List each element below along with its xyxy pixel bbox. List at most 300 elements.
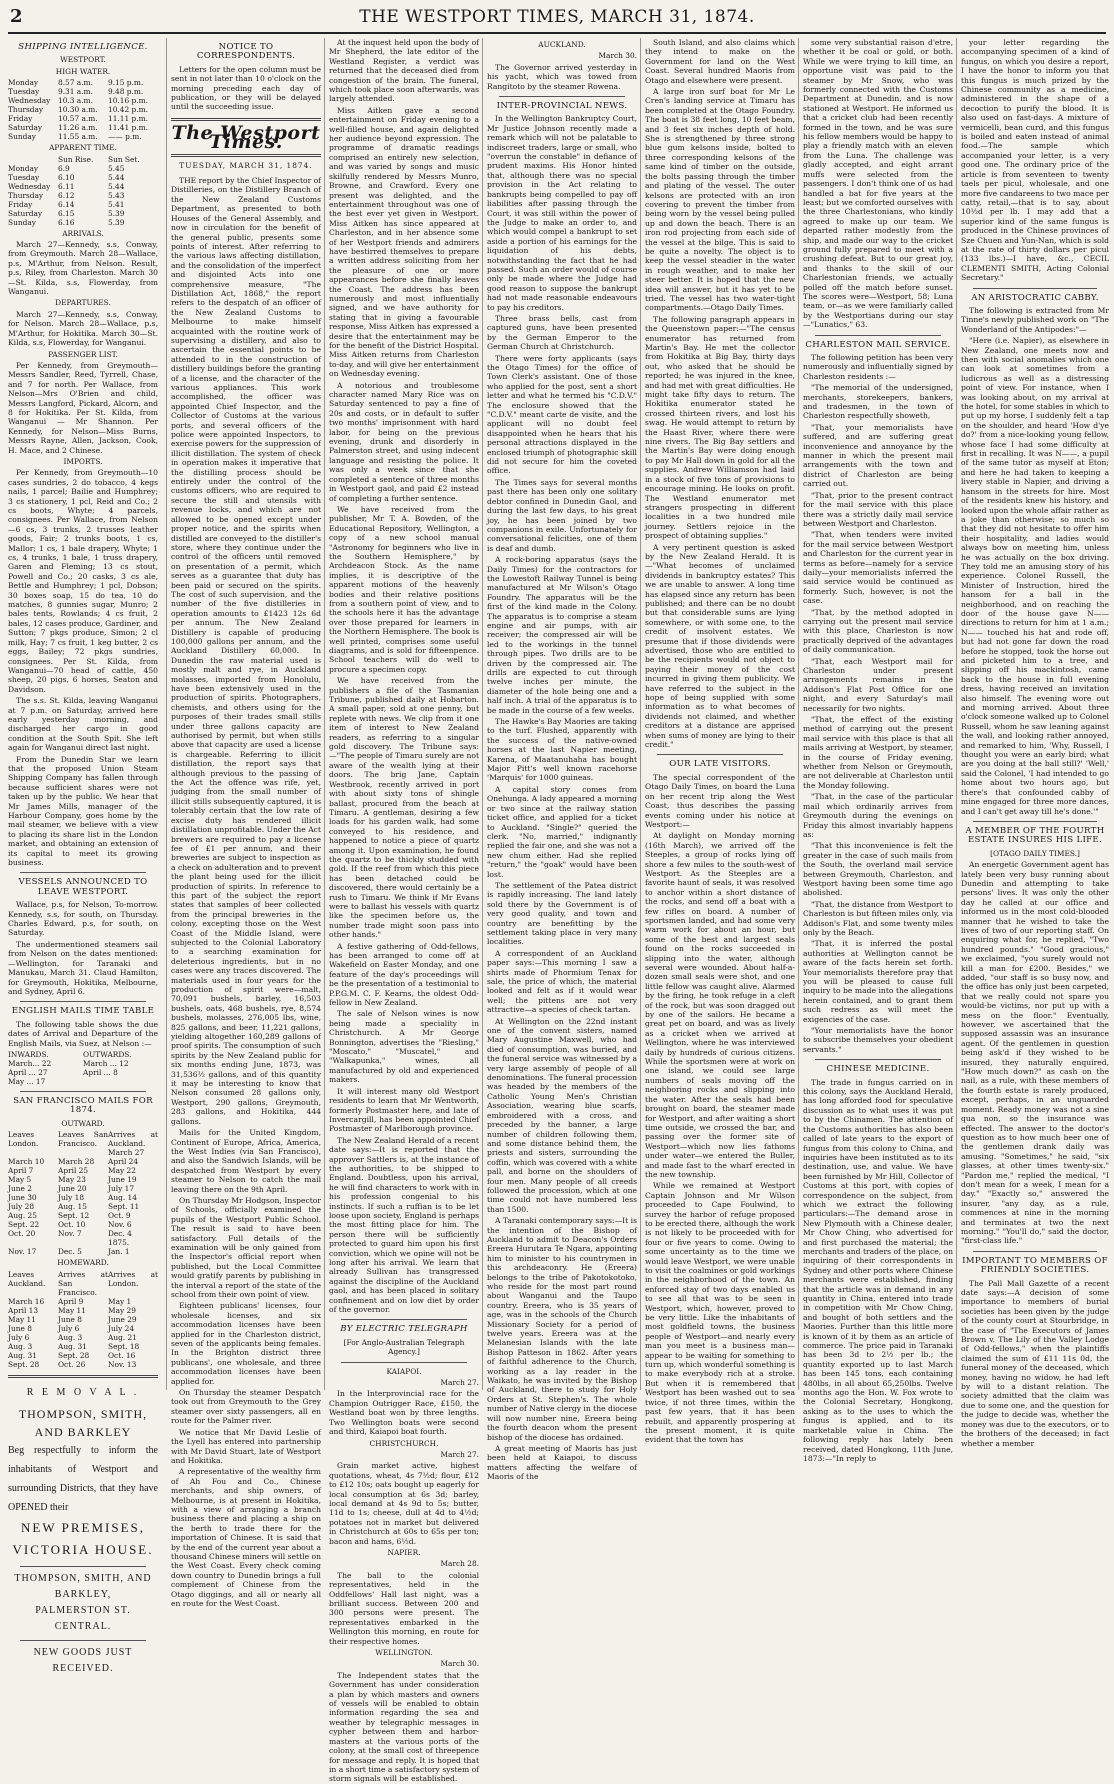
- divider: [8, 1375, 158, 1378]
- sf-outward-row: [8, 1238, 158, 1247]
- petition-paragraph: "That, each Westport mail for Charleston under present arrangements remains in the Addison's Flat Post Office for one night, and every Saturday's mail necessarily for two nights.: [803, 656, 953, 713]
- table-cell: June 19: [108, 1175, 137, 1185]
- table-cell: May 1: [108, 1296, 132, 1306]
- table-cell: Wednesday: [8, 96, 51, 106]
- table-cell: July 18: [58, 1193, 85, 1203]
- high-water-row: [8, 114, 158, 123]
- sf-outward-row: [8, 1229, 158, 1238]
- table-cell: July 17: [108, 1184, 135, 1194]
- table-cell: May 11: [58, 1305, 86, 1315]
- table-cell: 5.39: [108, 217, 125, 227]
- news-paragraph: A representative of the wealthy firm of Ah Fou and Co., Chinese merchants, and ship owners, of Melbourne, is at present in Hokitika, with a view of arranging a branch business there and placing a ship on the berth to trade there for the importation of Chinese. It is said that by the end of the current year about a thousand Chinese miners will settle on the West Coast. Every check coming down country to Dunedin brings a full complement of Chinese from the Otago diggings, and all or nearly all en route for the West Coast.: [171, 1467, 321, 1608]
- high-water-table: [8, 78, 158, 141]
- mail-row: [8, 1077, 158, 1086]
- petition-paragraph: "That, in the case of the particular mail which ordinarily arrives from Greymouth during the evenings on Friday this almost invariably happens as:: [803, 792, 953, 839]
- table-cell: Friday: [8, 199, 33, 209]
- table-cell: 9.48 p.m.: [108, 87, 144, 97]
- kaiapoi-heading: KAIAPOI.: [386, 1366, 422, 1376]
- napier-text: The ball to the colonial representatives, held in the Oddfellows' Hall last night, was a brilliant success. Between 200 and 300 persons were present. The representatives embarked in the Wellington this morning, en route for their respective homes.: [329, 1570, 479, 1646]
- news-paragraph: A festive gathering of Odd-fellows, has been arranged to come off at Wakefield on Easter Monday, and one feature of the day's proceedings will be the presentation of a testimonial to P.P.G.M. C. F. Kearns, the oldest Odd-fellow in New Zealand.: [329, 941, 479, 1008]
- table-cell: Arrives at London.: [108, 1269, 158, 1288]
- table-cell: April ... 27: [8, 1067, 48, 1077]
- table-cell: May ... 17: [8, 1076, 46, 1086]
- petition-paragraph: "That, the effect of the existing method of carrying out the present mail service with this place is that all mails arriving at Westport, by steamer, in the course of Friday evening, whether from Nelson or Greymouth, are not deliverable at Charleston until the Monday following.: [803, 715, 953, 790]
- news-paragraph: A correspondent of an Auckland paper says:—This morning I saw a shirts made of Phormium Tenax for sale, the price of which, the material looked and felt as if it would wear well; the pittens are not very attractive—a species of check tartan.: [487, 948, 637, 1015]
- sf-homeward-row: [8, 1360, 158, 1369]
- sf-outward-table: [8, 1130, 158, 1256]
- news-paragraph: The following is extracted from Mr Tinne's newly published work on "The Wonderland of the Antipodes:"—: [961, 305, 1109, 334]
- table-cell: June 30: [8, 1193, 37, 1203]
- table-cell: April 24: [108, 1157, 139, 1167]
- table-cell: [58, 1238, 108, 1247]
- napier-heading: NAPIER.: [387, 1547, 421, 1557]
- interprovincial-heading: INTER-PROVINCIAL NEWS.: [496, 101, 628, 112]
- sf-homeward-label: HOMEWARD.: [57, 1258, 109, 1268]
- high-water-row: [8, 123, 158, 132]
- table-cell: March... 22: [8, 1058, 52, 1068]
- mails-table: [8, 1059, 158, 1086]
- table-cell: Monday: [8, 163, 39, 173]
- telegraph-agency: [For Anglo-Australian Telegraph Agency.]: [343, 1337, 465, 1357]
- wellington-text: The Independent states that the Government has under consideration a plan by which masters and owners of vessels will be enabled to obtain information regarding the sea and weather by telegraphic messages in cypher between them and harbor-masters at the various ports of the colony, at the small cost of threepence for message and reply. It is hoped that in a short time a satisfactory system of storm signals will be established.: [329, 1670, 479, 1784]
- table-cell: Sunday: [8, 217, 36, 227]
- table-cell: Aug. 14: [108, 1193, 137, 1203]
- table-cell: Leaves Auckland.: [8, 1269, 46, 1288]
- removal-body: Beg respectfully to inform the inhabitants of Westport and surrounding Districts, that they have OPENED their: [8, 1444, 158, 1513]
- sf-homeward-row: [8, 1306, 158, 1315]
- wellington-date: March 30.: [440, 1659, 479, 1669]
- table-cell: Sept. 11: [108, 1202, 140, 1212]
- news-paragraph: your letter regarding the accompanying specimen of a kind of fungus, on which you desire a report, I have the honor to inform you that this fungus is much prized by the Chinese community as a medicine, administered in the shape of a decoction to purify the blood. It is also used on fast-days. A mixture of vermicelli, bean curd, and this fungus is boiled and eaten instead of animal food.—The sample which accompanied your letter, is a very good one. The ordinary price of the article is from seventeen to twenty taels per picul, wholesale, and one more five candareens to two mace per catty, retail,—that is to say, about 10½d per lb. I may add that a superior kind of the same fungus is produced in the Chinese provinces of Sze Chuen and Yun-Nan, which is sold at the rate of thirty dollars per picul (133 lbs.)—I have, &c., CECIL CLEMENTI SMITH, Acting Colonial Secretary.": [961, 38, 1109, 283]
- news-paragraph: The sale of Nelson wines is now being made a speciality in Christchurch. A Mr George Bonnington, advertises the "Riesling," "Moscato," "Muscatel," and "Walkapunka," wines, all manufactured by old and experienced makers.: [329, 1009, 479, 1085]
- imports-text: Per Kennedy, from Greymouth—10 cases sundries, 2 do tobacco, 4 kegs nails, 1 parcel; Bailie and Humphrey; 3 cs stationery, 1 pcl, Reid and Co.; 2 cs boots, Whyte; 4 parcels, consignees. Per Wallace, from Nelson—6 cs, 3 trunks, 2 trusses leather goods, Fair; 2 trunks boots, 1 cs, Mallor; 1 cs, 1 bale drapery, Whyte; 1 cs, 4 trunks, 1 bale, 1 truss drapery, Garen and Fleming; 13 cs stout, Powell and Co.; 20 casks, 3 cs ale, Bettle and Humphrey; 1 pcl, Dobson; 30 boxes soap, 15 do tea, 10 do matches, 8 gunnies sugar, Munro; 2 bales tents, Rowlands; 4 cs fruit, 2 bales, 12 cases produce, Gardiner, and Sutton; 7 pkgs produce, Simon; 2 cl milk, Hay; 7 cs fruit, 1 keg butter, 2 cs eggs, Bailey; 72 pkgs sundries, consignees. Per St. Kilda, from Wanganui—70 head of cattle, 450 sheep, 20 pigs, 6 horses, Seaton and Davidson.: [8, 468, 158, 694]
- table-cell: April 9: [58, 1296, 84, 1306]
- high-water-heading: HIGH WATER.: [55, 66, 111, 76]
- table-cell: June 29: [108, 1314, 137, 1324]
- petition-paragraph: The following petition has been very numerously and influentially signed by Charleston residents :—: [803, 353, 953, 381]
- petition-paragraph: "The memorial of the undersigned, merchants, storekeepers, bankers, and tradesmen, in the town of Charleston respectfully showeth,: [803, 383, 953, 421]
- notice-heading: NOTICE TO CORRESPONDENTS.: [196, 42, 296, 62]
- table-cell: 9.15 p.m.: [108, 78, 144, 88]
- apparent-time-table: [8, 164, 158, 227]
- table-cell: Thursday: [8, 190, 44, 200]
- news-paragraph: Mails for the United Kingdom, Continent of Europe, Africa, America, the West Indies (via San Francisco), and also the Sandwich Islands, will be despatched from Westport by every steamer to Nelson to catch the mail leaving there on the 9th April.: [171, 1128, 321, 1194]
- table-cell: Oct. 10: [58, 1220, 86, 1230]
- petition-paragraph: "That, prior to the present contract for the mail service with this place there was a strictly daily mail service between Westport and Charleston.: [803, 490, 953, 528]
- table-cell: Sept. 18: [108, 1341, 140, 1351]
- kaiapoi-date: March 27.: [440, 1378, 479, 1388]
- sf-outward-row: [8, 1202, 158, 1211]
- divider: [341, 1362, 467, 1363]
- high-water-row: [8, 87, 158, 96]
- apparent-time-row: [8, 182, 158, 191]
- mails-text: The following table shows the due dates of Arrival and Departure of the English Mails, via Suez, at Nelson :—: [8, 1019, 158, 1048]
- vessels-heading: VESSELS ANNOUNCED TO LEAVE WESTPORT.: [18, 877, 148, 897]
- news-paragraph: Three brass bells, cast from captured guns, have been presented by the German Emperor to the German Church at Christchurch.: [487, 313, 637, 352]
- sf-homeward-row: [8, 1333, 158, 1342]
- divider: [171, 154, 321, 157]
- news-paragraph: THE report by the Chief Inspector of Distilleries, on the Distillery Branch of the New Zealand Customs Department, as presented to both Houses of the General Assembly, and now in circulation for the benefit of the general public, presents some points of interest. After referring to the various laws affecting distillation, and the consolidation of the imperfect and disjointed Acts into one comprehensive measure, "The Distillation Act, 1868," the report refers to the despatch of an officer of the New Zealand Customs to Melbourne to make himself acquainted with the routine work of supervising a distillery, and also to ascertain the essential points to be attended to in the construction of distillery buildings before the granting of a license, and the character of the various appliances. This work accomplished, the officer was appointed Chief Inspector, and the Collector of Customs at the various ports, and several officers of the police were appointed Inspectors, to exercise powers for the suppression of illicit distillation. The system of check in operation makes it imperative that the distilling process should be entirely under the control of the customs officers, who are required to secure the still and utensils with revenue locks, and which are not allowed to be opened except under proper notice, and the spirits when distilled are conveyed to the distiller's store, where they continue under the control of the officers until removed on presentation of a permit, which serves as a guarantee that duty has been paid or secured on the spirits. The cost of such supervision, and the number of the five distilleries in operation amounts to £1423 12s 6d per annum. The New Zealand Distillery is capable of producing 100,000 gallons per annum, and the Auckland Distillery 60,000. In Dunedin the raw material used is mostly malt and rye, in Auckland molasses, imported from Honolulu, have been extensively used in the production of spirits. Photographers, chemists, and others using for the purposes of their trades small stills under three gallons capacity are authorised by permit, but when stills above that capacity are used a license is chargeable. Referring to illicit distillation, the report says that although previous to the passing of the Act the offence was rife, yet, judging from the small number of illicit stills subsequently captured, it is tolerably certain that the low rate of excise duty has rendered illicit distillation unprofitable. Under the Act brewers are required to pay a license fee of £1 per annum, and their breweries are subject to inspection as a check on adulteration and to prevent the plant being used for the illicit production of spirits. In reference to this part of the subject the report states that samples of beer collected from the principal breweries in the colony, excepting those on the West Coast of the Middle Island, were subjected to the Colonial Laboratory to a searching examination for deleterious ingredients, but in no cases were any traces discovered. The materials used in four years for the production of spirit were—malt, 70,091 bushels, barley, 16,503 bushels, oats, 468 bushels, rye, 8,574 bushels, molasses, 276,005 lbs, wine, 825 gallons, and beer, 11,221 gallons, yielding altogether 160,289 gallons of proof spirits. The consumption of such spirits by the New Zealand public for six months ending June, 1873, was 31,536½ gallons, and of this quantity it may be interesting to know that Nelson consumed 28 gallons only, Westport, 290 gallons, Greymouth, 283 gallons, and Hokitika, 444 gallons.: [171, 176, 322, 1126]
- table-cell: 5.44: [108, 172, 125, 182]
- divider: [815, 1059, 941, 1060]
- table-cell: June 2: [8, 1184, 32, 1194]
- news-paragraph: At the inquest held upon the body of Mr Shepherd, the late editor of the Westland Register, a verdict was returned that the deceased died from congestion of the brain. The funeral, which took place soon afterwards, was largely attended.: [329, 38, 479, 104]
- high-water-row: [8, 105, 158, 114]
- divider: [20, 1091, 146, 1092]
- chinese-heading: CHINESE MEDICINE.: [826, 1064, 930, 1075]
- apparent-time-header: Sun Rise. Sun Set.: [58, 154, 140, 164]
- vessels-note: The undermentioned steamers sail from Nelson on the dates mentioned:—Wellington, for Taranaki and Manukau, March 31. Claud Hamilton, for Greymouth, Hokitika, Melbourne, and Sydney, April 6.: [8, 939, 158, 996]
- table-cell: May 5: [8, 1175, 32, 1185]
- news-paragraph: We have received from the publisher, Mr T. A. Bowden, of the Educational Repository, Wellington, a copy of a new school manual "Astronomy for beginners who live in the Southern Hemisphere," by Archdeacon Stock. As the name implies, it is descriptive of the apparent motions of the heavenly bodies and their relative positions from a southern point of view, and to the schools here it has the advantage over those prepared for learners in the Northern Hemisphere. The book is well printed, comprises some useful diagrams, and is sold for fifteenpence. School teachers will do well to procure a specimen copy.: [329, 504, 479, 674]
- table-cell: Aug. 21: [108, 1332, 137, 1342]
- divider: [973, 821, 1097, 822]
- auckland-date: March 30.: [598, 51, 637, 61]
- divider: [20, 872, 146, 873]
- petition-paragraph: "Your memorialists have the honor to subscribe themselves your obedient servants.": [803, 1026, 953, 1054]
- news-paragraph: Eighteen publicans' licenses, four wholesale licenses, and six accommodation licenses have been applied for in the Charleston district, seven of the applicants being females. In the Brighton district three publicans', one wholesale, and three accommodation licenses have been applied for.: [171, 1301, 321, 1386]
- table-cell: [83, 1077, 158, 1086]
- table-cell: Saturday: [8, 123, 43, 133]
- notice-text: Letters for the open column must be sent in not later than 10 o'clock on the morning preceding each day of publication, or they will be delayed until the succeeding issue.: [171, 64, 321, 112]
- vessels-text: Wallace, p.s, for Nelson, To-morrow. Kennedy, s.s, for south, on Thursday. Charles Edward, p.s, for south, on Saturday.: [8, 900, 158, 938]
- news-paragraph: A notorious and troublesome character named Mary Rice was on Saturday sentenced to pay a fine of 20s and costs, or in default to suffer two months' imprisonment with hard labor, for being on the previous evening, drunk and disorderly in Palmerston street, and using indecent language and resisting the police. It was only a week since that she completed a sentence of three months in Westport gaol, and paid £2 instead of completing a further sentence.: [329, 380, 479, 503]
- visitors-paragraphs: [645, 773, 795, 1445]
- table-cell: 10.30 a.m.: [58, 105, 98, 115]
- sf-homeward-header: [8, 1270, 158, 1297]
- table-cell: Nov. 17: [8, 1247, 37, 1257]
- departures-heading: DEPARTURES.: [55, 298, 111, 308]
- mail-row: [8, 1068, 158, 1077]
- table-cell: [8, 1148, 58, 1157]
- removal-title: R E M O V A L .: [26, 1386, 140, 1398]
- table-cell: Sept. 28: [8, 1359, 40, 1369]
- news-paragraph: some very substantial raison d'etre, whether it be coal or gold, or both. While we were trying to kill time, an opportune visit was paid to the steamer by Mr Snow, who was formerly connected with the Customs Department at Dunedin, and is now stationed at Westport. He informed us that a cricket club had been recently formed in the town, and he was sure his fellow members would be happy to play a friendly match with an eleven from the Luna. The challenge was gladly accepted, and eight arrant muffs were selected from the passengers. I don't think one of us had handled a bat for five years at the least; but we comforted ourselves with the three Charlestonians, who kindly agreed to make up our team. We departed rather modestly from the ship, and made our way to the cricket ground fully prepared to meet with a crushing defeat. But to our great joy, and thanks to the skill of our Charlestonian friends, we actually polled off the match before sunset. The scores were—Westport, 58; Luna team, or—as we were familiarly called by the Westportians during our stay—"Lunatics," 63.: [803, 38, 953, 330]
- christchurch-heading: CHRISTCHURCH.: [369, 1438, 439, 1448]
- table-cell: July 24: [108, 1323, 135, 1333]
- table-cell: Leaves London.: [8, 1130, 39, 1149]
- table-cell: Sept. 28: [58, 1350, 90, 1360]
- table-cell: Leaves San Francisco.: [58, 1130, 108, 1149]
- table-cell: July 28: [8, 1202, 35, 1212]
- news-paragraph: A very pertinent question is asked by the New Zealand Herald. It is—"What becomes of unclaimed dividends in bankruptcy estates? This we are unable to answer. A long time has elapsed since any return has been published; and there can be no doubt but that considerable sums are lying somewhere, or with some one, to the credit of insolvent estates. We presume that if those dividends were advertised, those who are entitled to be the recipients would not object to paying their money of the cost incurred in giving them publicity. We have referred to the subject in the hope of being supplied with some information as to what becomes of dividends not claimed, and whether creditors at a distance are apprised when sums of money are lying to their credit.": [645, 542, 795, 750]
- news-paragraph: The Hawke's Bay Maories are taking to the turf. Flushed, apparently with the success of the native-owned horses at the last Napier meeting, Karena, of Maatanuhaha has bought Major Pitt's well known racehorse 'Marquis' for 1000 guineas.: [487, 717, 637, 783]
- mails-header: INWARDS. OUTWARDS.: [8, 1049, 132, 1059]
- cabby-heading: AN ARISTOCRATIC CABBY.: [971, 292, 1099, 303]
- shipping-note: The s.s. St. Kilda, leaving Wanganui at 7 p.m. on Saturday, arrived here early yesterday morning, and discharged her cargo in good condition at the South Spit. She left again for Wanganui direct last night.: [8, 696, 158, 753]
- insures-heading: A MEMBER OF THE FOURTH ESTATE INSURES HIS LIFE.: [965, 825, 1105, 846]
- table-cell: —— p.m.: [108, 132, 142, 142]
- table-cell: March 28: [58, 1157, 95, 1167]
- table-cell: March 10: [8, 1157, 45, 1167]
- table-cell: Sept. 12: [58, 1211, 90, 1221]
- table-cell: Tuesday: [8, 172, 40, 182]
- petition-paragraph: "That, the distance from Westport to Charleston is but fifteen miles only, via Addison's Flat, and some twenty miles only by the Beach.: [803, 899, 953, 937]
- news-paragraph: South Island, and also claims which they intend to make on the Government for land on the West Coast. Several hundred Maoris from Otago and elsewhere were present.: [645, 38, 795, 85]
- imports-heading: IMPORTS.: [63, 456, 103, 466]
- napier-date: March 28.: [440, 1559, 479, 1569]
- page-number: 2: [10, 6, 23, 27]
- table-cell: [8, 1238, 58, 1247]
- date-line: TUESDAY, MARCH 31, 1874.: [179, 160, 313, 170]
- table-cell: 8.57 a.m.: [58, 78, 93, 88]
- auckland-text: The Governor arrived yesterday in his yacht, which was towed from Rangitoto by the steamer Rowena.: [487, 62, 637, 91]
- high-water-row: [8, 96, 158, 105]
- news-paragraph: We notice that Mr David Leslie of the Lyell has entered into partnership with Mr David Stuart, late of Westport and Hokitika.: [171, 1427, 321, 1465]
- arrivals-text: March 27—Kennedy, s.s, Conway, from Greymouth. March 28—Wallace, p.s, M'Arthur, from Nelson. Result, p.s, Riley, from Charleston. March 30—St. Kilda, s.s, Flowerday, from Wanganui.: [8, 240, 158, 297]
- news-paragraph: The special correspondent of the Otago Daily Times, on board the Luna on her recent trip along the West Coast, thus describes the passing events coming under his notice at Westport:—: [645, 772, 795, 829]
- sf-homeward-row: [8, 1297, 158, 1306]
- insures-source: [OTAGO DAILY TIMES.]: [990, 848, 1080, 858]
- sf-outward-header: [8, 1130, 158, 1148]
- table-cell: 5.43: [108, 190, 125, 200]
- table-cell: 6.11: [58, 181, 75, 191]
- table-cell: April 25: [58, 1166, 89, 1176]
- passenger-heading: PASSENGER LIST.: [48, 349, 118, 359]
- news-paragraph: A large iron surf boat for Mr Le Cren's landing service at Timaru has been completed at the Otago Foundry. The boat is 38 feet long, 10 feet beam, and 3 feet six inches depth of hold. She is strengthened by three strong blue gum kelsons inside, bolted to three corresponding kelsons of the same kind of timber on the outside, the bolts passing through the timber and plating of the vessel. The outer kelsons are protected with an iron covering to prevent the timber from being worn by the vessel being pulled up and down the beach. There is an iron rod projecting from each side of the vessel at the bilge. This is said to be quite a novelty. The object is to keep the vessel steadier in the water in rough weather, and to make her steer better. It is hoped that the new idea will answer, but it has yet to be tried. The vessel has two water-tight compartments.—Otago Daily Times.: [645, 87, 795, 313]
- charleston-petition: [803, 353, 953, 1054]
- editorial-paragraphs: [171, 176, 321, 1608]
- table-cell: Aug. 25: [8, 1211, 37, 1221]
- column-1: [8, 38, 162, 1674]
- telegraph-heading: BY ELECTRIC TELEGRAPH: [340, 1324, 468, 1335]
- sf-outward-row: [8, 1175, 158, 1184]
- table-cell: May 29: [108, 1305, 136, 1315]
- auckland-heading: AUCKLAND.: [538, 40, 586, 49]
- table-cell: 11.26 a.m.: [58, 123, 98, 133]
- passenger-text: Per Kennedy, from Greymouth—Messrs Sandler, Reed, Tyrrell, Chase, and 7 for north. Per Wallace, from Nelson—Mrs O'Brien and child, Messrs Langford, Pickard, Alcorn, and 8 for Hokitika. Per St. Kilda, from Wanganui — Mr Shannon. Per Kennedy, for Nelson—Miss Burns, Messrs Rayne, Allen, Jackson, Cook, H. Mace, and 2 Chinese.: [8, 360, 158, 455]
- divider: [499, 96, 625, 97]
- removal-house: VICTORIA HOUSE.: [12, 1541, 154, 1557]
- table-cell: Oct. 16: [108, 1350, 136, 1360]
- news-paragraph: A capital story comes from Onehunga. A lady appeared a morning or two since at the railway station ticket office, and applied for a ticket to Auckland. "Single?" queried the clerk. "No, married," indignantly replied the fair one, and she was not a new chum either. Had she replied "return," the "goak" would have been lost.: [487, 784, 637, 879]
- news-paragraph: The Times says for several months past there has been only one solitary debtor confined in Dunedin Gaol, and during the last few days, to his great joy, he has been joined by two companions in exile. Unfortunately for conversational felicities, one of them is deaf and dumb.: [487, 477, 637, 553]
- divider: [171, 118, 321, 121]
- table-cell: 5.39: [108, 208, 125, 218]
- table-cell: 6.10: [58, 172, 75, 182]
- removal-names: THOMPSON, SMITH, AND BARKLEY: [18, 1406, 148, 1439]
- table-cell: Arrives at San Francisco.: [58, 1269, 108, 1297]
- table-cell: March 27: [108, 1148, 145, 1158]
- apparent-time-row: [8, 164, 158, 173]
- table-cell: Aug. 31: [58, 1341, 87, 1351]
- departures-text: March 27—Kennedy, s.s, Conway, for Nelson. March 28—Wallace, p.s, M'Arthur, for Hokitika. March 30—St. Kilda, s.s, Flowerday, for Wanganui.: [8, 309, 158, 348]
- shipping-note: From the Dunedin Star we learn that the proposed Union Steam Shipping Company has fallen through because sufficient shares were not taken up by the public. We hear that Mr James Mills, manager of the Harbour Company, goes home by the mail steamer, we believe with a view to placing its share list in the London market, and obtaining an extension of its capital to meet its growing business.: [8, 754, 158, 868]
- table-cell: 6.9: [58, 163, 70, 173]
- chinese-text: The trade in fungus carried on in this colony, says the Auckland Herald, has long afforded food for speculative discussion as to what uses it was put to by the Chinamen. The attention of the Customs authorities has also been called of late years to the export of fungus from this colony to China, and inquiries have been instituted as to its destination, use, and value. We have been furnished by Mr Hill, Collector of Customs at this port, with copies of correspondence on the subject, from which we extract the following particulars:—The demand arose in New Plymouth with a Chinese dealer, Mr Chow Ching, who advertised for and first purchased the material; the merchants and traders of the place, on inquiring of their correspondents in Sydney and other ports where Chinese merchants were established, finding that the article was in demand in any quantity in China, entered into trade in competition with Mr Chow Ching, and bought of both settlers and the Maories. Further than this little more is known of it by them as an article of commerce. The price paid in Taranaki has been 3d to 2½ per lb.; the quantity exported up to last March has been 145 tons, each containing 480lbs, in all about 65,250lbs. Twelve months ago the Hon. W. Fox wrote to the Colonial Secretary, Hongkong, asking as to the uses to which the fungus is applied, and to its marketable value in China. The following reply has lately been received, dated Hongkong, 11th June, 1873:—"In reply to: [803, 1077, 953, 1463]
- sf-outward-label: OUTWARD.: [61, 1118, 105, 1128]
- table-cell: Tuesday: [8, 87, 40, 97]
- table-cell: Sept. 22: [8, 1220, 40, 1230]
- table-cell: 6.12: [58, 190, 75, 200]
- table-cell: June 8: [8, 1323, 32, 1333]
- sf-outward-row: [8, 1166, 158, 1175]
- table-cell: June 8: [58, 1314, 82, 1324]
- news-paragraph: It will interest many old Westport residents to learn that Mr Wentworth, formerly Postmaster here, and late of Invercargill, has been appointed Chief Postmaster of Marlborough province.: [329, 1086, 479, 1134]
- sf-homeward-row: [8, 1324, 158, 1333]
- news-paragraphs: [645, 38, 795, 749]
- apparent-time-row: [8, 218, 158, 227]
- sf-homeward-row: [8, 1315, 158, 1324]
- divider: [341, 1319, 467, 1320]
- table-cell: Jan. 1: [108, 1247, 130, 1257]
- column-2: [166, 38, 325, 1608]
- removal-advertisement: [8, 1388, 158, 1677]
- table-cell: 6.16: [58, 217, 75, 227]
- sf-homeward-row: [8, 1342, 158, 1351]
- news-paragraph: On Thursday the steamer Despatch took out from Greymouth to the Grey steamer over sixty passengers, all en route for the Palmer river.: [171, 1388, 321, 1426]
- table-cell: 11.11 p.m.: [108, 114, 148, 124]
- apparent-time-row: [8, 200, 158, 209]
- divider: [20, 1566, 146, 1567]
- removal-footer: NEW GOODS JUST RECEIVED.: [33, 1646, 133, 1674]
- removal-premises: NEW PREMISES,: [21, 1519, 145, 1535]
- table-cell: 11.41 p.m.: [108, 123, 148, 133]
- local-news-paragraphs: [329, 38, 479, 1314]
- sf-outward-row: [8, 1148, 158, 1157]
- shipping-heading: SHIPPING INTELLIGENCE.: [18, 42, 148, 52]
- high-water-row: [8, 132, 158, 141]
- table-cell: Saturday: [8, 208, 43, 218]
- kaiapoi-text: In the Interprovincial race for the Champion Outrigger Race, £150, the Westland boat won by three lengths. Two Wellington boats were second and third, Kaiapoi boat fourth.: [329, 1389, 479, 1437]
- christchurch-date: March 27.: [440, 1449, 479, 1459]
- masthead: [8, 6, 1106, 34]
- news-paragraph: The New Zealand Herald of a recent date says:—It is reported that the approver Sattlers is, at the instance of the authorities, to be shipped to England. Doubtless, upon his arrival, he will find characters to work with in his profession congenial to his instincts. If such a ruffian is to be let loose upon society, England is perhaps the most fitting place for him. The person there will be sufficiently protected to guard him upon his first conviction, which we opine will not be long after his arrival. We learn that already Sullivan has transgressed against the discipline of the Auckland gaol, and has been placed in solitary confinement and on low diet by order of the governor.: [329, 1135, 479, 1315]
- news-paragraph: The following paragraph appears in the Queenstown paper:—"The census enumerator has returned from Martin's Bay. He met the collector from Hokitika at Big Bay, thirty days out, who asked that he should be reported; he was injured in the knee, and had met with great difficulties. He might take fifty days to return. The Hokitika enumerator stated he crossed thirteen rivers, and lost his swag. He would attempt to return by the Haast River, where there were nine rivers. The Big Bay settlers and the Martin's Bay were doing enough to pay Mr Hall down in gold for all the supplies. Andrew Williamson had laid in a stock of five tons of provisions to encourage mining. He looks on profit. The Westland enumerator met strangers prospecting in different localities in a two hundred mile journey. Settlers rejoice in the prospect of obtaining supplies.": [645, 314, 795, 541]
- news-paragraph: "Here (i.e. Napier), as elsewhere in New Zealand, one meets now and then with social anomalies which one can look at sometimes from a ludicrous as well as a distressing point of view. For instance, when I was looking about, on my arrival at the hotel, for some stables in which to put up my horse, I suddenly felt a tap on the shoulder, and heard 'How d'ye do?' from a nice-looking young fellow, whose face I had some difficulty at first in recalling. It was N——, a pupil of the same tutor as myself at Eton; and here he had taken to keeping a livery stable in Napier, and driving a hansom in the streets for hire. Most of the residents knew his history, and looked upon the whole affair rather as a joke than otherwise; so much so that they did not hesitate to offer him their hospitality, and ladies would always bow on meeting him, unless he was actually on the box driving. They told me an amusing story of his experience. Colonel Russell, the Minister of Instruction, hired the hansom for a ball in the neighborhood, and on reaching the door of the house gave N—— directions to return for him at 1 a.m.; N—— touched his hat and rode off, but had not gone far down the road before he stopped, took the horse out and picketed him to a tree, and slipping off his mackintosh, came back to the house in full evening dress, having received an invitation also himself. The evening wore out and morning arrived. About three o'clock someone walked up to Colonel Russell, whom he saw leaning against the wall, and looking rather annoyed, and remarked to him, 'Why, Russell, I thought you were an early bird; what are you doing at the ball still?' 'Well,' said the Colonel, 'I had intended to go home about two hours ago, but there's that confounded cabby of mine engaged for three more dances, and I can't get away till he's done.'": [961, 336, 1109, 816]
- sf-outward-row: [8, 1220, 158, 1229]
- sf-homeward-row: [8, 1351, 158, 1360]
- table-cell: Dec. 4: [108, 1229, 132, 1239]
- table-cell: April 7: [8, 1166, 34, 1176]
- column-3: [324, 38, 483, 1784]
- friendly-text: The Pall Mall Gazette of a recent date says:—A decision of some importance to members of burial societies has been given by the judge of the county court at Stourbridge, in the case of "The Executors of James Brown v. The Lily of the Valley Lodge of Odd-fellows," when the plaintiffs claimed the sum of £11 11s 0d, the funeral money of the deceased, which money, having no widow, he had left by will to a distant relation. The society admitted that the claim was due to some one, and the question for the judge to decide was, whether the money was due to the executors, or to the brothers of the deceased; in fact whether a member: [961, 1278, 1109, 1448]
- newspaper-title: THE WESTPORT TIMES, MARCH 31, 1874.: [359, 7, 755, 27]
- sf-homeward-table: [8, 1270, 158, 1369]
- news-paragraph: At daylight on Monday morning (16th March), we arrived off the Steeples, a group of rocks lying off shore a few miles to the south-west of Westport. As the Steeples are a favorite haunt of seals, it was resolved to anchor within a short distance of the rocks, and send off a boat with a few rifles on board. A number of sportsmen landed, and had some very warm work for about an hour, but some of the best and largest seals found on the rocks succeeded in slipping into the water, although several were wounded. About half-a-dozen small seals were shot, and one little fellow was caught alive. Alarmed by the firing, he took refuge in a cleft of the rock, but was soon dragged out by one of the sailors. He became a great pet on board, and was as lively as a cricket when we arrived at Wellington, where he was interviewed daily by hundreds of curious citizens. While the sportsmen were at work on one island, we could see large numbers of seals moving off the neighboring rocks and slipping into the water. After the seals had been brought on board, the steamer made for Westport, and after waiting a short time outside, we crossed the bar, and passing over the former site of Westport—which now lies fathoms under water—we entered the Buller, and made fast to the wharf erected in the new township.: [645, 831, 795, 1179]
- column-7: [956, 38, 1109, 1448]
- table-cell: Oct. 26: [58, 1359, 86, 1369]
- sf-outward-row: [8, 1157, 158, 1166]
- newspaper-banner: The Westport Times.: [171, 121, 321, 154]
- table-cell: Thursday: [8, 105, 44, 115]
- table-cell: 5.45: [108, 163, 125, 173]
- table-cell: July 6: [58, 1323, 80, 1333]
- table-cell: 10.16 p.m.: [108, 96, 148, 106]
- table-cell: June 20: [58, 1184, 87, 1194]
- column-4: [482, 38, 641, 1482]
- removal-address: PALMERSTON ST. CENTRAL.: [35, 1604, 131, 1632]
- christchurch-text: Grain market active, highest quotations, wheat, 4s 7½d; flour, £12 to £12 10s; oats bought up eagerly for local consumption at 6s 3d; barley, local demand at 4s 9d to 5s; butter, 11d to 1s; cheese, dull at 4d to 4½d; potatoes not in market but delivered in Christchurch at 60s to 65s per ton; bacon and hams, 6½d.: [329, 1461, 479, 1546]
- table-cell: Aug. 15: [58, 1202, 87, 1212]
- news-paragraph: In the Wellington Bankruptcy Court, Mr Justice Johnson recently made a remark which will not be palatable to indiscreet traders, large or small, who "overrun the constable" in defiance of prudent maxims. His Honor hinted that, although there was no special provision in the Act relating to bankrupts being compelled to pay off liabilities after passing through the Court, it was still within the power of the Judge to make an order to, and which would compel a bankrupt to set aside a portion of his earnings for the liquidation of his debts, notwithstanding the fact that he had passed. Such an order would of course only be made where the Judge had good reason to suppose the bankrupt had not made reasonable endeavours to pay his creditors.: [487, 114, 637, 312]
- table-cell: May 22: [108, 1166, 136, 1176]
- petition-paragraph: "That, your memorialists have suffered, and are suffering great inconvenience and annoyance by the manner in which the present mail arrangements with the town and district of Charleston are being carried out.: [803, 422, 953, 489]
- table-cell: April 13: [8, 1305, 39, 1315]
- table-cell: May 23: [58, 1175, 86, 1185]
- news-paragraph: A Taranaki contemporary says:—It is the intention of the Bishop of Auckland to admit to Deacon's Orders Ereera Hurutara Te Ngara, appointing him to minister to his countrymen in this archdeaconry. He (Ereera) belongs to the tribe of Pakotokotoko, who reside for the most part round about Wanganui and the Taupo country. Ereera, who is 35 years of age, was in the schools of the Church Missionary Society for a period of twelve years. Ereera was at the Melanesian Islands with the late Bishop Patteson in 1862. After years of faithful adherence to the Church, working as a lay reader in the Waikato, he was invited by the Bishop of Auckland, there to study for Holy Orders at St. Stephen's. The whole number of Native clergy in the diocese will now number nine, Ereera being the fourth deacon whom the present bishop of the diocese has ordained.: [487, 1216, 637, 1442]
- table-cell: Nov. 13: [108, 1359, 137, 1369]
- sf-outward-row: [8, 1184, 158, 1193]
- shipping-place: WESTPORT.: [60, 55, 106, 65]
- table-cell: 6.15: [58, 208, 75, 218]
- apparent-time-row: [8, 191, 158, 200]
- table-cell: Sunday: [8, 132, 36, 142]
- table-cell: 5.44: [108, 181, 125, 191]
- visitors-heading: OUR LATE VISITORS.: [669, 759, 771, 770]
- table-cell: 1875.: [108, 1238, 130, 1248]
- news-paragraph: The settlement of the Patea district is rapidly increasing. The land lately sold there by the Government is of very good quality, and town and country are benefitting by the settlement taking place in very many localities.: [487, 880, 637, 947]
- table-cell: Wednesday: [8, 181, 51, 191]
- divider: [657, 754, 783, 755]
- table-cell: Aug. 3: [58, 1332, 83, 1342]
- news-paragraph: On Thursday Mr Hodgson, Inspector of Schools, officially examined the pupils of the Westport Public School. The result is said to have been satisfactory. Full details of the examination will be only gained from the Inspector's official report when published, but the Local Committee would gratify parents by publishing in the interval a report of the state of the school from their own point of view.: [171, 1195, 321, 1299]
- apparent-time-row: [8, 173, 158, 182]
- divider: [20, 1001, 146, 1002]
- column-6: [798, 38, 957, 1463]
- divider: [973, 1251, 1097, 1252]
- table-cell: Nov. 6: [108, 1220, 132, 1230]
- apparent-time-heading: APPARENT TIME.: [49, 143, 117, 153]
- apparent-time-row: [8, 209, 158, 218]
- table-cell: April ... 8: [83, 1067, 118, 1077]
- sf-outward-row: [8, 1247, 158, 1256]
- table-cell: Friday: [8, 114, 33, 124]
- table-cell: [58, 1148, 108, 1157]
- divider: [973, 288, 1097, 289]
- divider: [815, 335, 941, 336]
- removal-firm: THOMPSON, SMITH, AND BARKLEY,: [14, 1572, 152, 1600]
- table-cell: Arrives at Auckland.: [108, 1130, 158, 1149]
- petition-paragraph: "That this inconvenience is felt the greater in the case of such mails from the South, the overland mail service between Greymouth, Charleston, and Westport having been some time ago abolished.: [803, 841, 953, 898]
- table-cell: July 6: [8, 1332, 30, 1342]
- table-cell: 10.57 a.m.: [58, 114, 98, 124]
- table-cell: 9.31 a.m.: [58, 87, 93, 97]
- table-cell: March 16: [8, 1296, 45, 1306]
- table-cell: Dec. 5: [58, 1247, 82, 1257]
- table-cell: 10.42 p.m.: [108, 105, 148, 115]
- insures-text: An energetic Government agent has lately been very busy running about Dunedin and attempting to take persons' lives. It was only the other day he called at our office and informed us in the most cold-blooded manner that he wished to take the lives of two of our reporting staff. On enquiring what for, he replied, "Two hundred pounds." "Good gracious," we exclaimed, "you surely would not kill a man for £200. Besides," we added, "our staff is so busy now, and the office has only just been carpeted, that we really could not spare you would-be victims, nor put up with a mess on the floor." Eventually, however, we ascertained that the supposed assassin was an insurance agent. Of the gentlemen in question being ask'd if they wished to be insured, they naturally enquired, "How much down?" as cash on the nail, as a rule, with these members of the fourth estate is rarely produced, except, perhaps, in an unguarded moment. Ready money was not a sine qua non, so the insurance was effected. The answer to the doctor's question as to how much beer one of the gentlemen drank daily was amusing. "Sometimes," he said, "six glasses, at other times twenty-six." "Pardon me," replied the medical, "I don't mean for a week, I mean for a day." "Exactly so," answered the insurer, "any day, as a rule, commences at nine in the morning and terminates at two the next morning." "You'll do," said the doctor, "first-class life.": [961, 860, 1109, 1246]
- table-cell: Nov. 7: [58, 1229, 82, 1239]
- petition-paragraph: "That, it is inferred the postal authorities at Wellington cannot be aware of the facts herein set forth. Your memorialists therefore pray that you will be pleased to cause full inquiry to be made into the allegations herein contained, and to grant them such redress as will meet the exigencies of the case.: [803, 939, 953, 1024]
- sf-outward-row: [8, 1211, 158, 1220]
- table-cell: 6.14: [58, 199, 75, 209]
- charleston-heading: CHARLESTON MAIL SERVICE.: [805, 339, 951, 350]
- divider: [20, 1640, 146, 1641]
- petition-paragraph: "That, by the method adopted in carrying out the present mail service with this place, Charleston is now practically deprived of the advantages of daily communication.: [803, 607, 953, 655]
- news-paragraph: We have received from the publishers a file of the Tasmanian Tribune, published daily at Hobarton. A small paper, sold at one penny, but replete with news. We clip from it one item of interest to New Zealand readers, as referring to a singular gold discovery. The Tribune says:—"The people of Timaru surely are not aware of the wealth lying at their doors. The brig Jane, Captain Westbrook, recently arrived in port with about sixty tons of shingle ballast, procured from the beach at Timaru. A gentleman, desiring a few loads for his garden walk, had some conveyed to his residence, and happened to notice a piece of quartz among it. Upon examination, he found the quartz to be thickly studded with gold. If the reef from which this piece has been detached could be discovered, there would certainly be a rush to Timaru. We think if Mr Evans were to ballast his vessels with quartz like the specimen before us, the number trade might soon pass into other hands.": [329, 676, 479, 940]
- news-paragraph: Miss Aitken gave a second entertainment on Friday evening to a well-filled house, and again delighted her audience beyond expression. The programme of dramatic readings comprised an entirely new selection, and was varied by songs and music skilfully rendered by Messrs Munro, Browne, and Crawford. Every one present was delighted, and the entertainment throughout was one of the best ever yet given in Westport. Miss Aitken has since appeared at Charleston, and in her absence some of her Westport friends and admirers have bestirred themselves to prepare a written address soliciting from her the pleasure of one or more appearances before she finally leaves the Coast. The address has been numerously and most influentially signed, and we have authority for stating that in giving a favourable response, Miss Aitken has expressed a desire that the entertainment may be for the benefit of the District Hospital. Miss Aitken returns from Charleston to-day, and will give her entertainment on Wednesday evening.: [329, 105, 479, 379]
- high-water-row: [8, 78, 158, 87]
- friendly-heading: IMPORTANT TO MEMBERS OF FRIENDLY SOCIETIES.: [962, 1255, 1108, 1276]
- table-cell: Monday: [8, 78, 39, 88]
- news-paragraph: While we remained at Westport Captain Johnson and Mr Wilson proceeded to Cape Foulwind, to survey the harbor of refuge proposed to be erected there, although the work is not likely to be proceeded with for four or five years to come. Owing to some uncertainty as to the time we would leave Westport, we were unable to visit the coalmines or gold workings in the neighborhood of the town. An enforced stay of two days enabled us to see all that was to be seen in Westport, which, however, proved to be very little. Like the inhabitants of most goldfield towns, the business people of Westport—and nearly every man you meet is a business man—appear to be waiting for something to turn up, which wonderful something is to make everybody rich at a stroke. But when it is remembered that Westport has been washed out to sea twice, if not three times, within the past few years, that it has been rebuilt, and apparently prospering at the present moment, it is quite evident that the town has: [645, 1181, 795, 1445]
- arrivals-heading: ARRIVALS.: [62, 228, 104, 238]
- table-cell: 10.3 a.m.: [58, 96, 93, 106]
- table-cell: May 11: [8, 1314, 36, 1324]
- wellington-heading: WELLINGTON.: [375, 1648, 433, 1658]
- table-cell: 5.41: [108, 199, 125, 209]
- table-cell: Aug. 3: [8, 1341, 33, 1351]
- news-paragraph: A rock-boring apparatus (says the Daily Times) for the contractors for the Lowestoft Railway Tunnel is being manufactured at Mr Wilson's Otago Foundry. The apparatus will be the first of the kind made in the Colony. The apparatus is to comprise a steam engine and air pumps, with air receiver; the compressed air will be led to the workings in the tunnel through pipes. Two drills are to be driven by the compressed air. The drills are expected to cut through twelve inches per minute, the diameter of the hole being one and a half inch. A trial of the apparatus is to be made in the course of a few weeks.: [487, 555, 637, 715]
- news-paragraph: There were forty applicants (says the Otago Times) for the office of Town Clerk's assistant. One of those who applied for the post, sent a short letter and what he termed his "C.D.V." The enclosure showed that the "C.D.V." meant carte de visite, and the applicant will no doubt feel disappointed when he hears that his personal attractions displayed in the enclosed triumph of photographic skill did not secure for him the coveted office.: [487, 353, 637, 476]
- petition-paragraph: "That, when tenders were invited for the mail service between Westport and Charleston for the current year in terms as before—namely for a service daily—your memorialists inferred the said service would be continued as formerly. Such, however, is not the case.: [803, 530, 953, 606]
- sf-mails-heading: SAN FRANCISCO MAILS FOR 1874.: [13, 1095, 153, 1116]
- news-paragraph: At Wellington on the 22nd instant one of the convent sisters, named Mary Augustine Maxwell, who had died of consumption, was buried, and the funeral service was witnessed by a very large assembly of people of all denominations. The funeral procession was headed by the members of the Catholic Young Men's Christian Association, wearing blue scarfs, embroidered with a cross, and preceded by the banner, a large number of children following them, and some distance behind them, the priests and sisters, surrounding the coffin, which was covered with a white pall, and borne on the shoulders of four men. Many people of all creeds followed the procession, which at one time could not have numbered less than 1500.: [487, 1016, 637, 1214]
- interprovincial-paragraphs: [487, 114, 637, 1481]
- table-cell: Oct. 20: [8, 1229, 36, 1239]
- table-cell: Oct. 9: [108, 1211, 131, 1221]
